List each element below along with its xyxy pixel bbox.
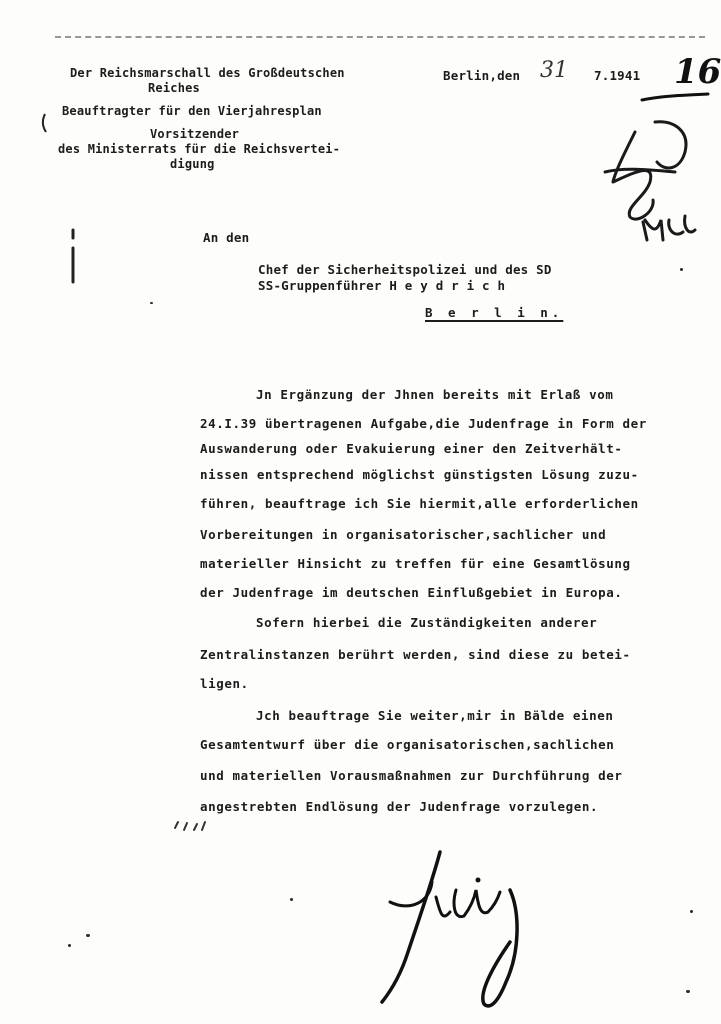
body-line-9: Sofern hierbei die Zuständigkeiten anderer [256, 615, 598, 630]
body-line-8: der Judenfrage im deutschen Einflußgebiet in Europa. [200, 585, 623, 600]
body-line-13: Gesamtentwurf über die organisatorischen,sachlichen [200, 737, 615, 752]
body-line-4: nissen entsprechend möglichst günstigsten Lösung zuzu- [200, 467, 639, 482]
letterhead-line-5: des Ministerrats für die Reichsvertei- [58, 142, 341, 156]
letterhead-line-1: Der Reichsmarschall des Großdeutschen [70, 66, 345, 80]
scan-speck [290, 898, 293, 901]
dateline-month-year: 7.1941 [594, 68, 641, 83]
handwritten-initials-mark [595, 112, 705, 247]
scan-speck [68, 944, 71, 947]
scan-speck [690, 910, 693, 913]
body-line-12: Jch beauftrage Sie weiter,mir in Bälde einen [256, 708, 614, 723]
addressee-line-1: Chef der Sicherheitspolizei und des SD [258, 262, 552, 277]
scan-speck [86, 934, 90, 937]
addressee-city: B e r l i n. [425, 305, 564, 320]
body-line-11: ligen. [200, 676, 249, 691]
scan-edge-line [55, 36, 705, 40]
body-line-14: und materiellen Vorausmaßnahmen zur Durchführung der [200, 768, 623, 783]
signature-mark [370, 842, 550, 1017]
dateline-day-handwritten: 31 [540, 58, 568, 83]
addressee-salutation: An den [203, 230, 250, 245]
scan-speck [680, 268, 683, 271]
body-line-10: Zentralinstanzen berührt werden, sind diese zu betei- [200, 647, 631, 662]
body-line-3: Auswanderung oder Evakuierung einer den Zeitverhält- [200, 441, 623, 456]
letterhead-line-4: Vorsitzender [150, 127, 240, 141]
dateline-place: Berlin,den [443, 68, 521, 83]
letterhead-line-6: digung [170, 157, 215, 171]
addressee-line-2: SS-Gruppenführer H e y d r i c h [258, 278, 506, 293]
page-number-handwritten: 16 [674, 52, 721, 92]
page-number-underline [640, 92, 710, 104]
body-line-6: Vorbereitungen in organisatorischer,sachlicher und [200, 527, 607, 542]
scan-speck [150, 302, 153, 304]
letterhead-line-3: Beauftragter für den Vierjahresplan [62, 104, 322, 118]
body-line-15: angestrebten Endlösung der Judenfrage vorzulegen. [200, 799, 599, 814]
body-line-1: Jn Ergänzung der Jhnen bereits mit Erlaß vom [256, 387, 614, 402]
letterhead-line-2: Reiches [148, 81, 200, 95]
margin-mark [40, 112, 50, 134]
body-line-7: materieller Hinsicht zu treffen für eine Gesamtlösung [200, 556, 631, 571]
punch-hole-mark [68, 228, 78, 288]
scan-speck [686, 990, 690, 993]
body-line-2: 24.I.39 übertragenen Aufgabe,die Judenfrage in Form der [200, 416, 647, 431]
body-line-5: führen, beauftrage ich Sie hiermit,alle erforderlichen [200, 496, 639, 511]
margin-tick-marks [172, 818, 208, 834]
